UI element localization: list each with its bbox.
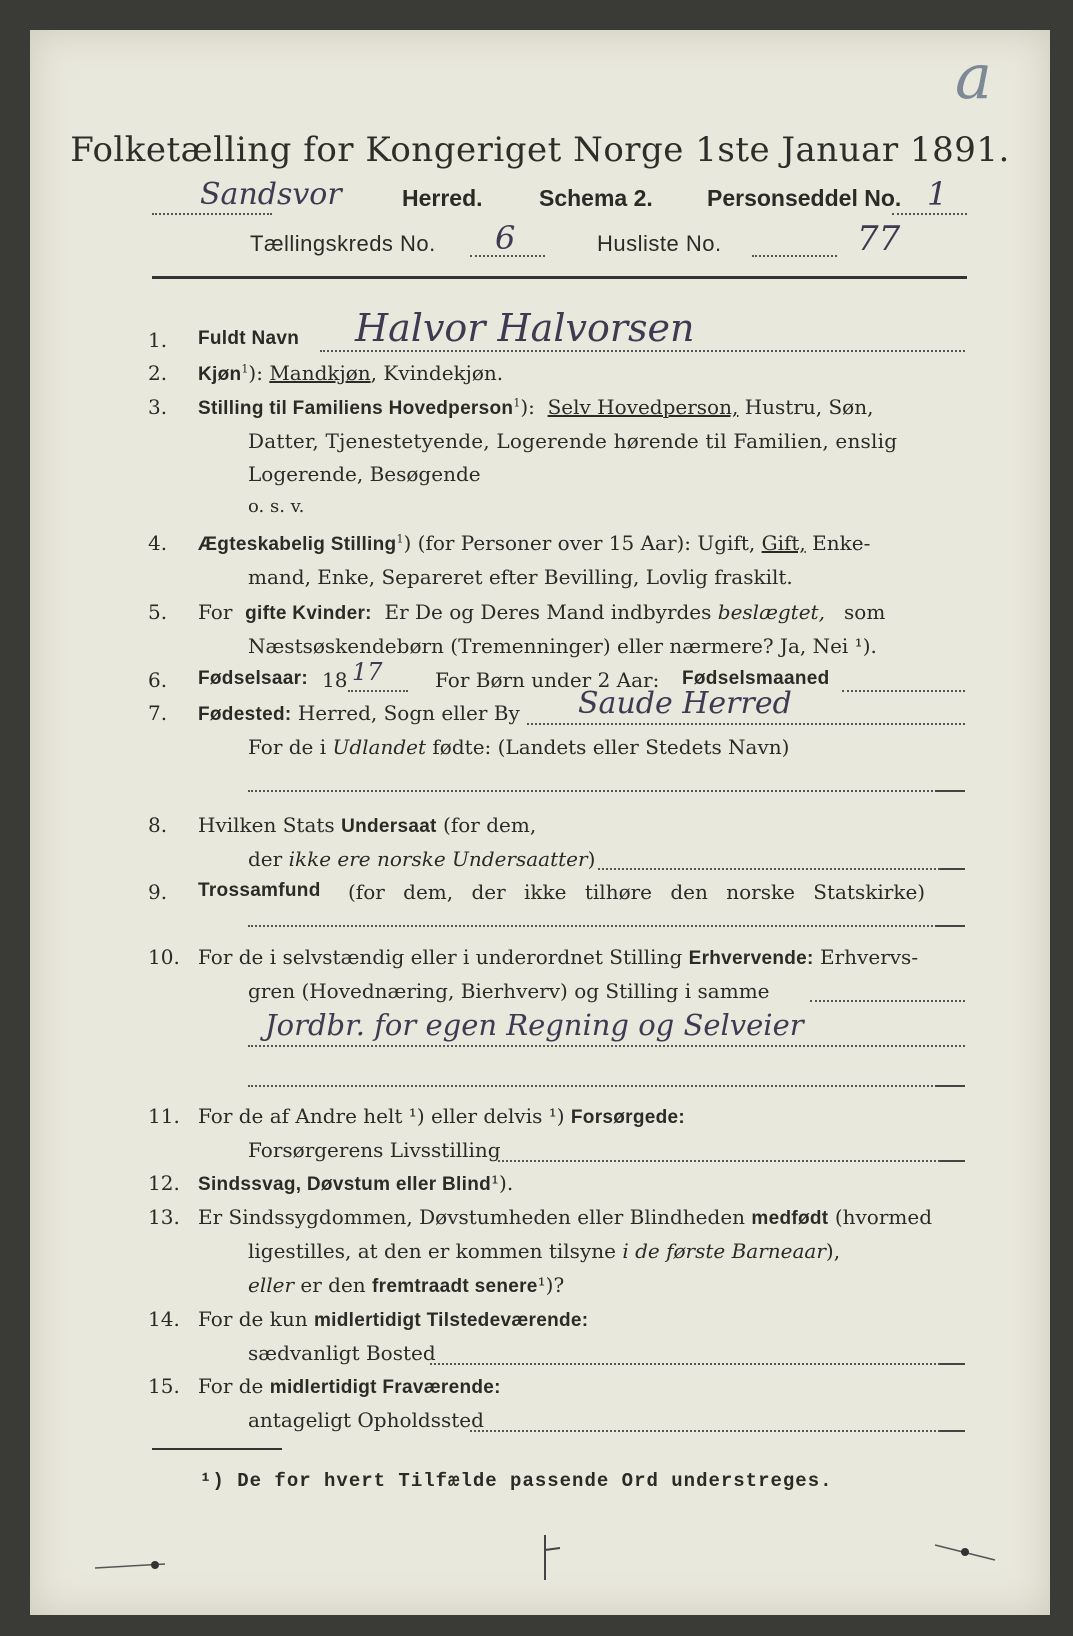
- probable-residence-line: [470, 1430, 948, 1432]
- item-text-line: gren (Hovednæring, Bierhverv) og Stilling i samme: [248, 979, 770, 1003]
- archive-pencil-mark: a: [955, 40, 992, 113]
- item-text: For Børn under 2 Aar:: [435, 668, 660, 692]
- item-text-line: Forsørgerens Livsstilling: [248, 1138, 501, 1162]
- item-number: 15.: [148, 1374, 180, 1398]
- item-text: For de i selvstændig eller i underordnet Stilling Erhvervende: Erhvervs-: [198, 945, 919, 969]
- item-number: 8.: [148, 813, 168, 837]
- usual-residence-line: [430, 1363, 948, 1365]
- line-end: [940, 1363, 965, 1365]
- item-text-line: ligestilles, at den er kommen tilsyne i de første Barneaar),: [248, 1239, 841, 1263]
- header-divider: [152, 276, 967, 279]
- ink-marks: [85, 1530, 1025, 1600]
- line-end: [940, 1430, 965, 1432]
- item-number: 14.: [148, 1307, 180, 1331]
- item-text: Stilling til Familiens Hovedperson$^1$): Selv Hovedperson, Hustru, Søn,: [198, 395, 874, 419]
- item-number: 11.: [148, 1104, 180, 1128]
- item-text-line: For de i Udlandet fødte: (Landets eller Stedets Navn): [248, 735, 790, 759]
- item-text-line: der ikke ere norske Undersaatter): [248, 847, 596, 871]
- item-number: 9.: [148, 880, 168, 904]
- provider-line: [498, 1160, 948, 1162]
- item-number: 4.: [148, 531, 168, 555]
- full-name-value: Halvor Halvorsen: [355, 306, 695, 350]
- item-text: Sindssvag, Døvstum eller Blind¹).: [198, 1171, 514, 1195]
- item-text-line: Logerende, Besøgende: [248, 462, 481, 486]
- item-number: 1.: [148, 328, 168, 352]
- census-form-page: [30, 30, 1050, 1615]
- occupation-value: Jordbr. for egen Regning og Selveier: [265, 1008, 804, 1042]
- line-end: [935, 1085, 965, 1087]
- birth-year-value: 17: [352, 658, 383, 686]
- header-kreds-row: [152, 219, 967, 265]
- item-text-line: o. s. v.: [248, 496, 305, 517]
- schema-label: Schema 2.: [539, 185, 653, 211]
- kreds-value: 6: [495, 219, 516, 257]
- item-number: 10.: [148, 945, 180, 969]
- item-text: Hvilken Stats Undersaat (for dem,: [198, 813, 537, 837]
- item-text-line: mand, Enke, Separeret efter Bevilling, Lovlig fraskilt.: [248, 565, 793, 589]
- occupation-line-2: [248, 1045, 965, 1047]
- line-end: [940, 1160, 965, 1162]
- herred-value: Sandsvor: [200, 177, 342, 212]
- foreign-birthplace-line: [248, 790, 948, 792]
- footnote: ¹) De for hvert Tilfælde passende Ord understreges.: [200, 1470, 833, 1492]
- item-text-line: Næstsøskendebørn (Tremenninger) eller nærmere? Ja, Nei ¹).: [248, 634, 877, 658]
- personseddel-value: 1: [927, 175, 948, 213]
- personseddel-label: Personseddel No.: [707, 185, 902, 211]
- full-name-line: [320, 350, 965, 352]
- item-text: Ægteskabelig Stilling$^1$) (for Personer over 15 Aar): Ugift, Gift, Enke-: [198, 531, 871, 555]
- item-label: Fødselsaar:: [198, 668, 308, 689]
- item-text-line: eller er den fremtraadt senere¹)?: [248, 1273, 565, 1297]
- herred-label: Herred.: [402, 185, 483, 211]
- item-text-line: Datter, Tjenestetyende, Logerende hørende til Familien, enslig: [248, 429, 898, 453]
- husliste-value: 77: [857, 219, 901, 259]
- birthplace-value: Saude Herred: [578, 686, 792, 721]
- item-text-line: antageligt Opholdssted: [248, 1408, 484, 1432]
- item-number: 13.: [148, 1205, 180, 1229]
- religion-line: [248, 925, 948, 927]
- item-text: For de midlertidigt Fraværende:: [198, 1374, 501, 1398]
- footnote-divider: [152, 1448, 282, 1450]
- item-number: 5.: [148, 600, 168, 624]
- item-number: 2.: [148, 361, 168, 385]
- item-text: Fødested: Herred, Sogn eller By: [198, 701, 520, 725]
- occupation-line-3: [248, 1085, 948, 1087]
- line-end: [935, 925, 965, 927]
- item-number: 3.: [148, 395, 168, 419]
- husliste-label: Husliste No.: [597, 231, 722, 256]
- item-number: 12.: [148, 1171, 180, 1195]
- birth-month-line: [842, 690, 965, 692]
- item-label: Fuldt Navn: [198, 328, 300, 349]
- line-end: [935, 790, 965, 792]
- item-number: 7.: [148, 701, 168, 725]
- kreds-label: Tællingskreds No.: [250, 231, 436, 256]
- form-title: Folketælling for Kongeriget Norge 1ste Januar 1891.: [70, 130, 1010, 170]
- item-number: 6.: [148, 668, 168, 692]
- item-text: Er Sindssygdommen, Døvstumheden eller Blindheden medfødt (hvormed: [198, 1205, 932, 1229]
- item-label: Fødselsmaaned: [682, 668, 830, 689]
- item-text-line: sædvanligt Bosted: [248, 1341, 436, 1365]
- line-end: [940, 868, 965, 870]
- item-text: (for dem, der ikke tilhøre den norske Statskirke): [348, 880, 926, 904]
- birth-year-prefix: 18: [322, 668, 348, 692]
- item-text: Kjøn$^1$): Mandkjøn, Kvindekjøn.: [198, 361, 504, 385]
- birth-year-line: [348, 690, 408, 692]
- citizenship-line: [598, 868, 948, 870]
- birthplace-line: [527, 723, 965, 725]
- item-text: For de af Andre helt ¹) eller delvis ¹) Forsørgede:: [198, 1104, 686, 1128]
- item-text: For de kun midlertidigt Tilstedeværende:: [198, 1307, 589, 1331]
- occupation-line-1: [810, 1000, 965, 1002]
- item-label: Trossamfund: [198, 880, 321, 901]
- item-text: For gifte Kvinder: Er De og Deres Mand indbyrdes beslægtet, som: [198, 600, 886, 624]
